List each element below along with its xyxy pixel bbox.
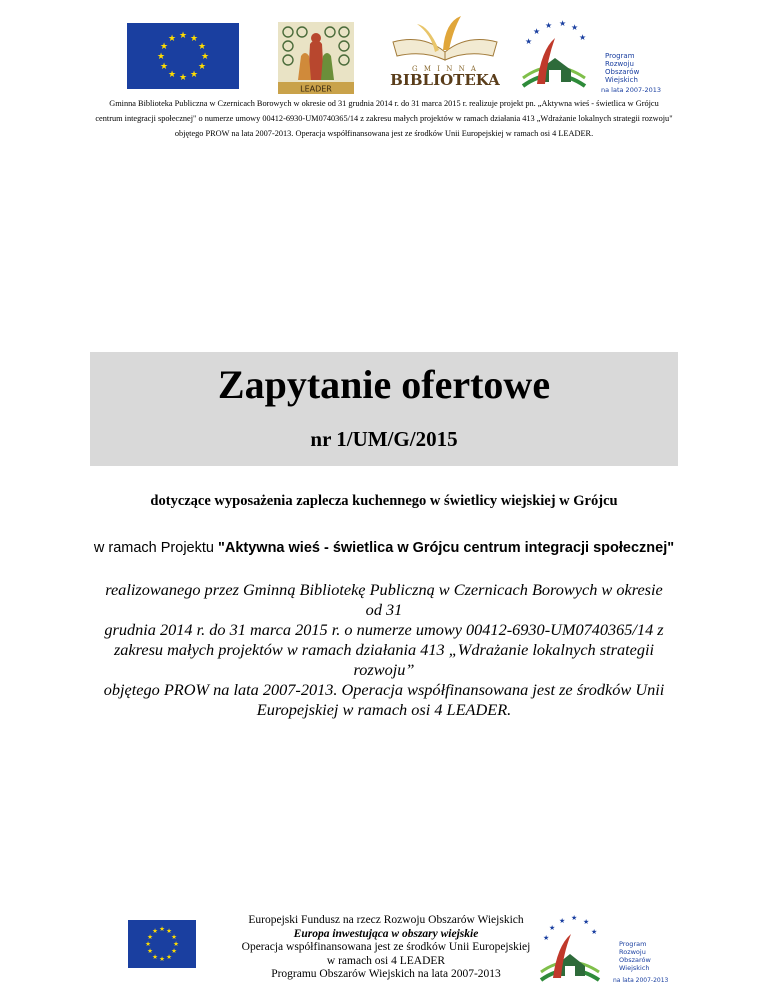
realization-line-4: objętego PROW na lata 2007-2013. Operacja współfinansowana jest ze środków Unii (103, 680, 665, 699)
svg-text:★: ★ (147, 933, 153, 941)
svg-text:★: ★ (145, 940, 151, 948)
biblioteka-logo (383, 12, 507, 92)
leader-logo (278, 22, 354, 94)
prow-logo-line5: na lata 2007-2013 (613, 977, 669, 984)
footer (0, 912, 768, 994)
svg-text:★: ★ (545, 21, 553, 30)
header-line-1: Gminna Biblioteka Publiczna w Czernicach Borowych w okresie od 31 grudnia 2014 r. do 31 marca 2015 r. realizuje projekt pn. „Aktywna wieś - świetlica w Grójcu (109, 99, 659, 108)
realization-line-3: zakresu małych projektów w ramach działania 413 „Wdrażanie lokalnych strategii rozwoju” (113, 640, 655, 679)
svg-text:★: ★ (197, 42, 207, 52)
svg-text:★: ★ (533, 27, 541, 36)
prow-logo-line3: Obszarów (605, 68, 640, 76)
svg-text:★: ★ (178, 73, 188, 83)
svg-text:★: ★ (591, 928, 598, 936)
prow-logo (515, 19, 661, 98)
leader-logo-text: LEADER (300, 84, 332, 94)
realization-line-1: realizowanego przez Gminną Bibliotekę Publiczną w Czernicach Borowych w okresie od 31 (105, 580, 663, 619)
biblioteka-logo-line1: G M I N N A (412, 65, 478, 73)
svg-text:★: ★ (166, 953, 172, 961)
prow-logo-line2: Rozwoju (605, 60, 634, 68)
document-title: Zapytanie ofertowe (217, 362, 551, 407)
footer-line-3: Operacja współfinansowana jest ze środków Unii Europejskiej (241, 941, 531, 953)
svg-text:★: ★ (171, 933, 177, 941)
svg-text:★: ★ (171, 947, 177, 955)
svg-text:★: ★ (159, 955, 165, 963)
svg-text:★: ★ (159, 925, 165, 933)
prow-logo-line2: Rozwoju (619, 948, 646, 956)
svg-text:★: ★ (156, 52, 166, 62)
svg-text:★: ★ (559, 19, 567, 28)
prow-logo (533, 912, 669, 990)
prow-logo-line4: Wiejskich (605, 76, 638, 84)
svg-text:★: ★ (197, 62, 207, 72)
svg-text:★: ★ (152, 927, 158, 935)
svg-text:★: ★ (549, 924, 556, 932)
footer-line-5: Programu Obszarów Wiejskich na lata 2007-2013 (271, 968, 501, 980)
project-name: "Aktywna wieś - świetlica w Grójcu centrum integracji społecznej" (217, 540, 675, 556)
svg-text:★: ★ (178, 31, 188, 41)
prow-logo-line1: Program (619, 940, 647, 948)
svg-text:★: ★ (152, 953, 158, 961)
footer-text (226, 914, 546, 982)
prow-logo-line5: na lata 2007-2013 (601, 86, 661, 94)
eu-flag-icon (128, 920, 196, 968)
footer-line-4: w ramach osi 4 LEADER (326, 954, 446, 967)
title-box (90, 352, 678, 466)
svg-text:★: ★ (167, 34, 177, 44)
svg-text:★: ★ (543, 934, 550, 942)
document-subject: dotyczące wyposażenia zaplecza kuchennego w świetlicy wiejskiej w Grójcu (150, 493, 618, 509)
svg-text:★: ★ (167, 70, 177, 80)
svg-text:★: ★ (579, 33, 587, 42)
prow-logo-line4: Wiejskich (619, 964, 650, 972)
header-line-2: centrum integracji społecznej" o numerze umowy 00412-6930-UM0740365/14 z zakresu małych projektów w ramach działania 413 „Wdrażanie lokalnych strategii rozwoju" (95, 114, 673, 123)
header-disclaimer (0, 96, 768, 141)
svg-text:★: ★ (189, 70, 199, 80)
svg-text:★: ★ (189, 34, 199, 44)
biblioteka-logo-line2: BIBLIOTEKA (390, 71, 500, 89)
svg-text:★: ★ (200, 52, 210, 62)
svg-text:★: ★ (159, 62, 169, 72)
svg-text:★: ★ (166, 927, 172, 935)
eu-flag-icon (127, 23, 239, 89)
svg-text:★: ★ (159, 42, 169, 52)
svg-text:★: ★ (525, 37, 533, 46)
project-label: w ramach Projektu (93, 540, 218, 556)
realization-line-2: grudnia 2014 r. do 31 marca 2015 r. o numerze umowy 00412-6930-UM0740365/14 z (104, 620, 664, 639)
svg-text:★: ★ (559, 917, 566, 925)
svg-text:★: ★ (147, 947, 153, 955)
svg-text:★: ★ (571, 914, 578, 922)
realization-line-5: Europejskiej w ramach osi 4 LEADER. (256, 700, 512, 719)
top-logo-bar (0, 12, 768, 94)
svg-text:★: ★ (173, 940, 179, 948)
project-line (0, 540, 768, 557)
header-line-3: objętego PROW na lata 2007-2013. Operacja współfinansowana jest ze środków Unii Europejskiej w ramach osi 4 LEADER. (174, 129, 594, 138)
document-number: nr 1/UM/G/2015 (310, 427, 458, 451)
prow-logo-line3: Obszarów (619, 956, 651, 964)
prow-logo-line1: Program (605, 52, 635, 60)
svg-text:★: ★ (583, 918, 590, 926)
footer-line-1: Europejski Fundusz na rzecz Rozwoju Obszarów Wiejskich (248, 914, 524, 926)
footer-line-2: Europa inwestująca w obszary wiejskie (293, 927, 479, 940)
realization-paragraph (96, 580, 672, 720)
svg-text:★: ★ (571, 23, 579, 32)
